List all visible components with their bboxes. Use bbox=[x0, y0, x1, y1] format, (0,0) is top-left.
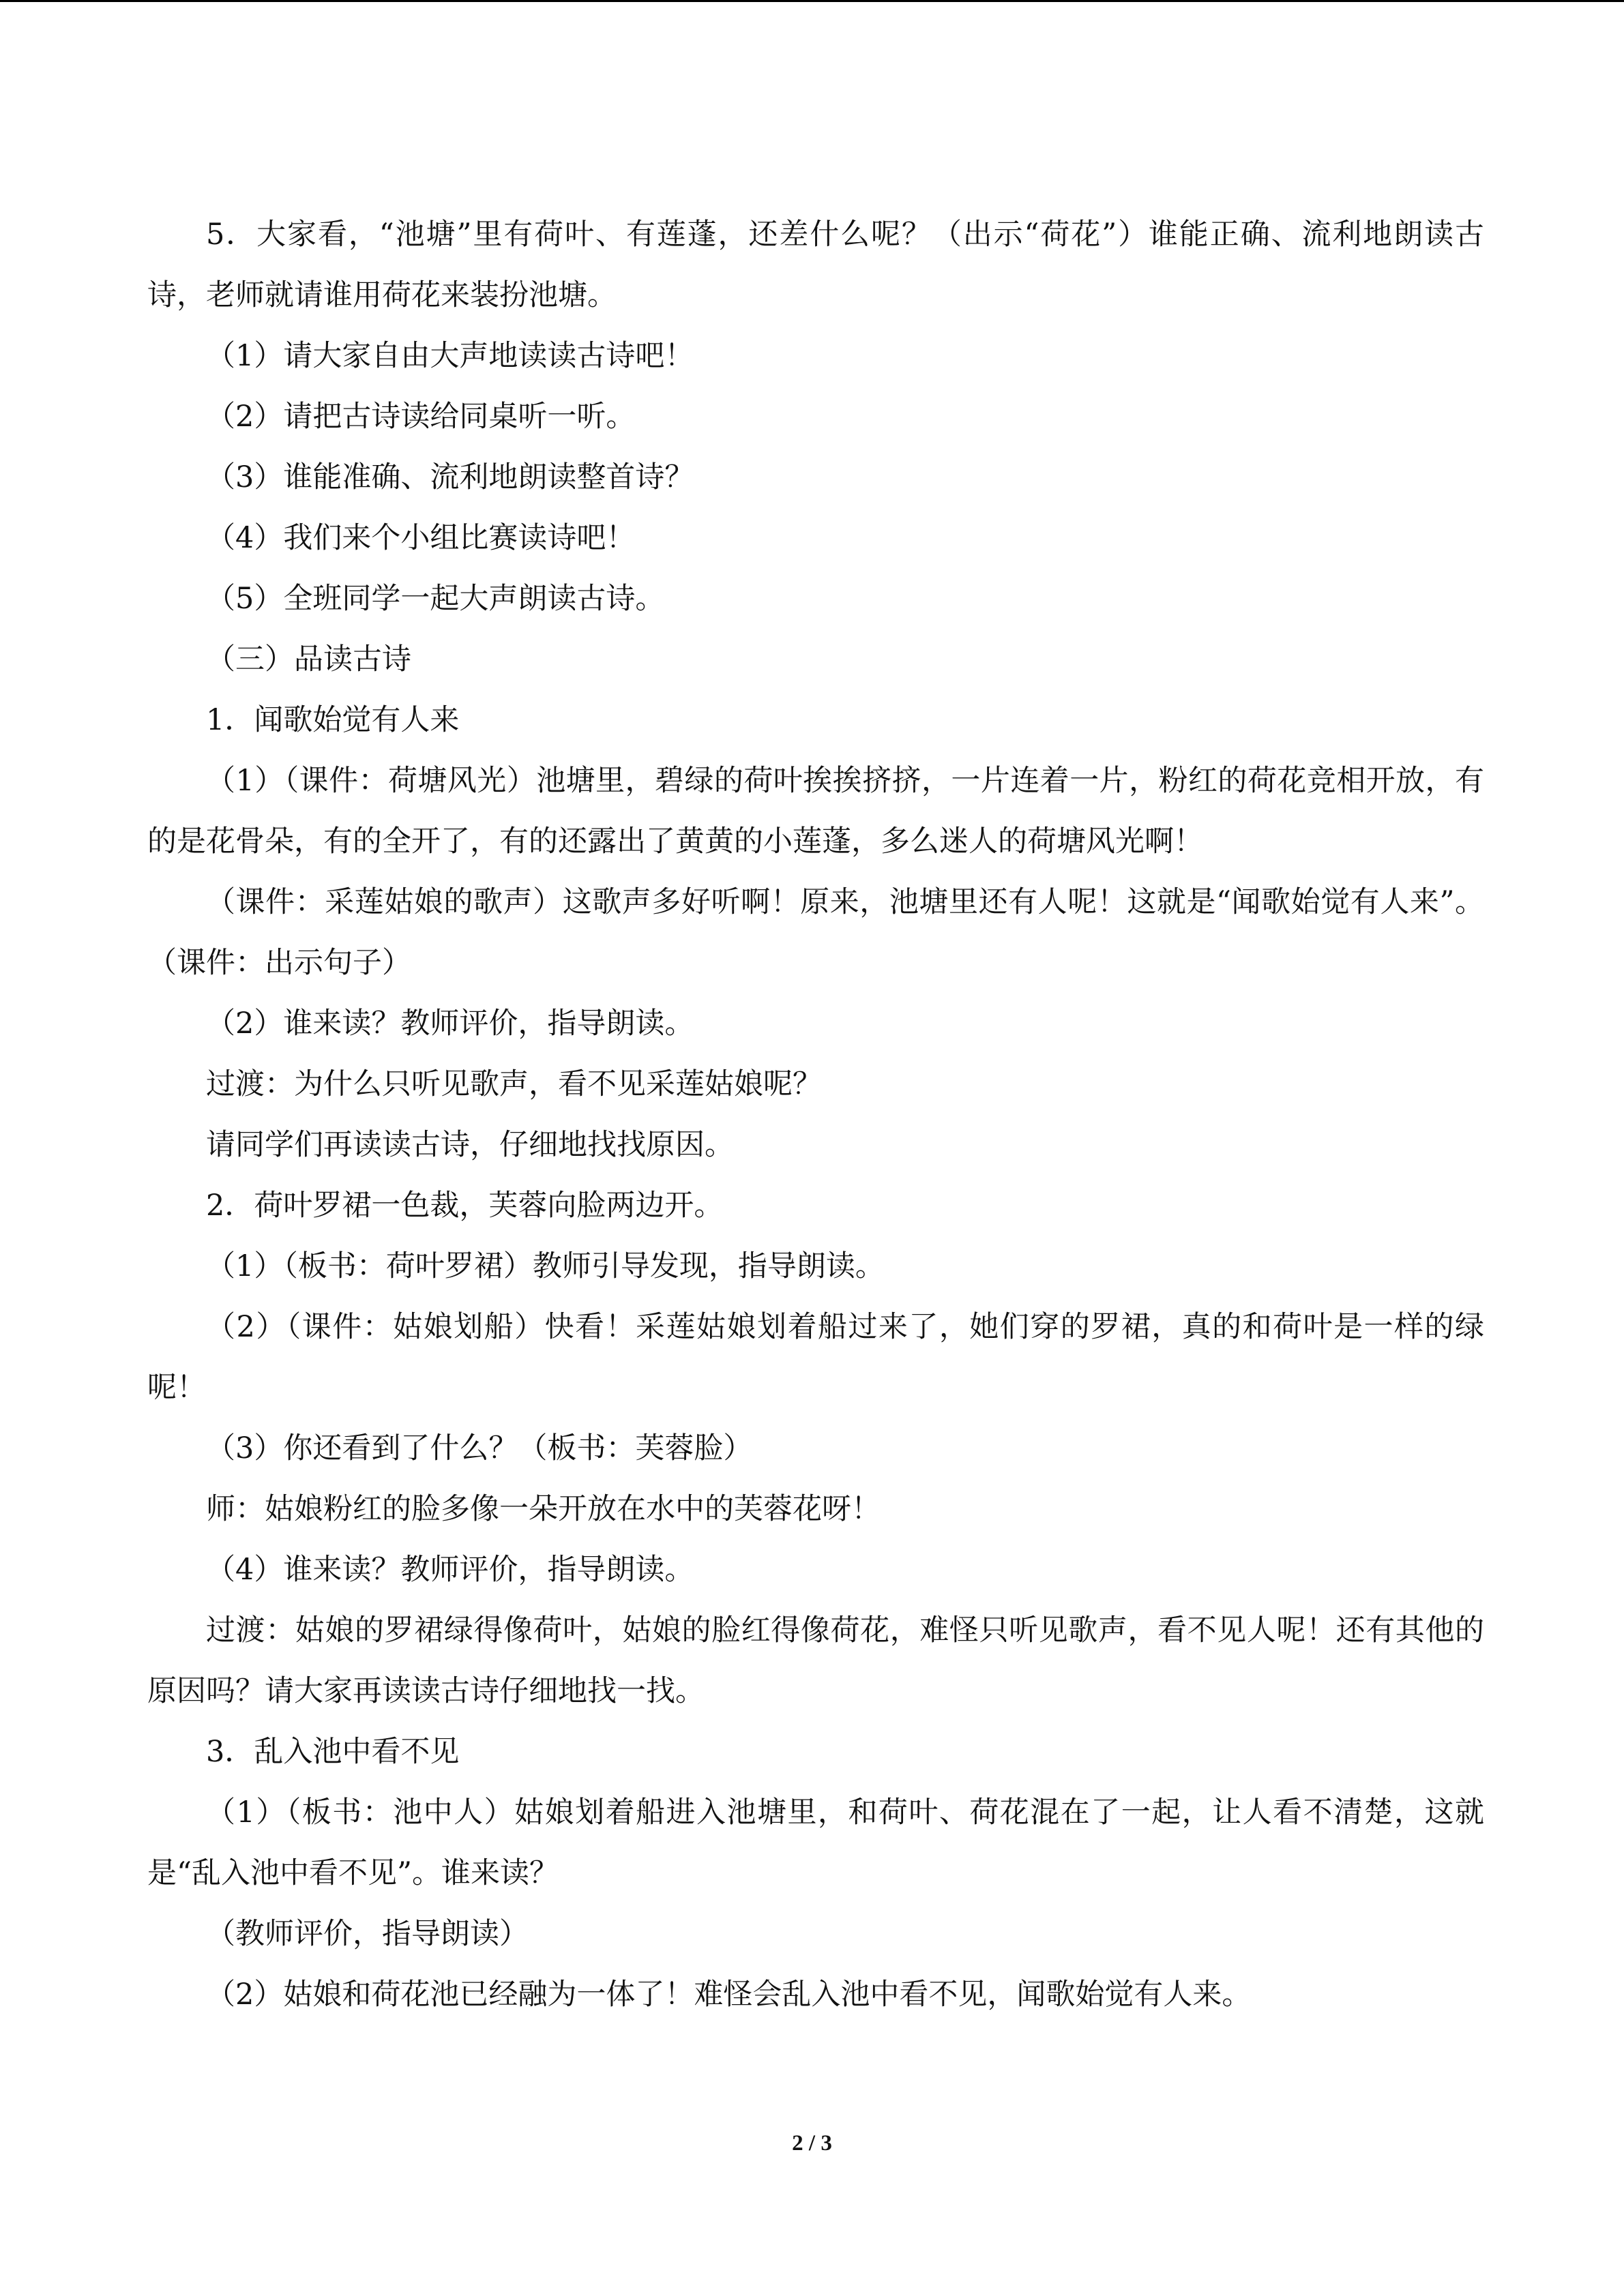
paragraph-23: （2）姑娘和荷花池已经融为一体了！难怪会乱入池中看不见，闻歌始觉有人来。 bbox=[206, 1978, 1252, 2012]
paragraph-2: （2）请把古诗读给同桌听一听。 bbox=[206, 400, 636, 434]
paragraph-12: 请同学们再读读古诗，仔细地找找原因。 bbox=[206, 1128, 734, 1162]
paragraph-17: 师：姑娘粉红的脸多像一朵开放在水中的芙蓉花呀！ bbox=[206, 1492, 881, 1526]
paragraph-18: （4）谁来读？教师评价，指导朗读。 bbox=[206, 1553, 694, 1587]
subheading-1: 1．闻歌始觉有人来 bbox=[206, 703, 460, 737]
document-body bbox=[147, 205, 1484, 2025]
paragraph-9: （课件：采莲姑娘的歌声）这歌声多好听啊！原来，池塘里还有人呢！这就是“闻歌始觉有人来”。（课件：出示句子） bbox=[147, 885, 1484, 980]
paragraph-22: （教师评价，指导朗读） bbox=[206, 1917, 529, 1951]
paragraph-0: 5．大家看，“池塘”里有荷叶、有莲蓬，还差什么呢？（出示“荷花”）谁能正确、流利地朗读古诗，老师就请谁用荷花来装扮池塘。 bbox=[147, 218, 1484, 312]
section-heading: （三）品读古诗 bbox=[206, 642, 411, 676]
paragraph-19: 过渡：姑娘的罗裙绿得像荷叶，姑娘的脸红得像荷花，难怪只听见歌声，看不见人呢！还有其他的原因吗？请大家再读读古诗仔细地找一找。 bbox=[147, 1613, 1484, 1708]
paragraph-1: （1）请大家自由大声地读读古诗吧！ bbox=[206, 339, 694, 373]
paragraph-5: （5）全班同学一起大声朗读古诗。 bbox=[206, 582, 665, 616]
page-indicator: 2 / 3 bbox=[792, 2131, 832, 2156]
subheading-3: 3．乱入池中看不见 bbox=[206, 1735, 460, 1769]
paragraph-8: （1）（课件：荷塘风光）池塘里，碧绿的荷叶挨挨挤挤，一片连着一片，粉红的荷花竞相开放，有的是花骨朵，有的全开了，有的还露出了黄黄的小莲蓬，多么迷人的荷塘风光啊！ bbox=[147, 764, 1484, 859]
paragraph-3: （3）谁能准确、流利地朗读整首诗？ bbox=[206, 460, 694, 494]
top-border-line bbox=[0, 0, 1624, 2]
paragraph-4: （4）我们来个小组比赛读诗吧！ bbox=[206, 521, 636, 555]
paragraph-16: （3）你还看到了什么？（板书：芙蓉脸） bbox=[206, 1431, 753, 1465]
paragraph-10: （2）谁来读？教师评价，指导朗读。 bbox=[206, 1007, 694, 1041]
paragraph-15: （2）（课件：姑娘划船）快看！采莲姑娘划着船过来了，她们穿的罗裙，真的和荷叶是一样的绿呢！ bbox=[147, 1310, 1484, 1405]
paragraph-14: （1）（板书：荷叶罗裙）教师引导发现，指导朗读。 bbox=[206, 1249, 885, 1283]
subheading-2: 2．荷叶罗裙一色裁，芙蓉向脸两边开。 bbox=[206, 1189, 724, 1223]
paragraph-21: （1）（板书：池中人）姑娘划着船进入池塘里，和荷叶、荷花混在了一起，让人看不清楚，这就是“乱入池中看不见”。谁来读？ bbox=[147, 1795, 1484, 1890]
paragraph-11: 过渡：为什么只听见歌声，看不见采莲姑娘呢？ bbox=[206, 1067, 822, 1101]
